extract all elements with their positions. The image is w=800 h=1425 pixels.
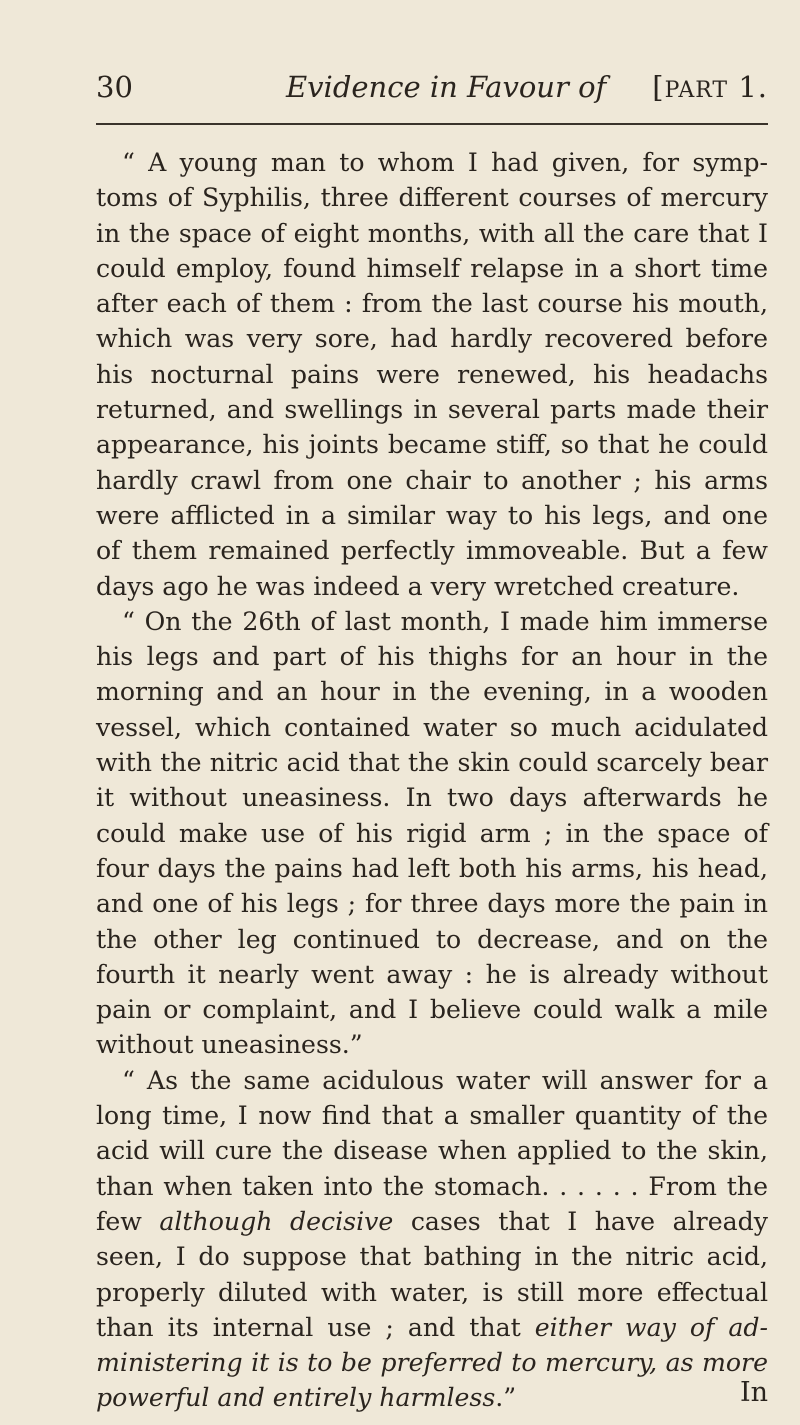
text-run: “ As the same acidulous water will answer for a long time, I now find that a smaller quantity of the acid will cure the disease when applied to the skin, than when taken into the stomach. . . . . . From the few xyxy=(96,1065,768,1236)
page-number: 30 xyxy=(96,70,133,104)
part-bracket: [ xyxy=(652,70,665,104)
text-run: .” xyxy=(495,1383,517,1413)
italic-text: although decisive xyxy=(159,1206,394,1236)
part-word: PART xyxy=(664,78,729,103)
running-title: Evidence in Favour of xyxy=(286,70,607,104)
text-run: cases that I have already seen, I do suppose that bathing in the nitric acid, properly diluted with water, is still more effectual than its internal use ; and that xyxy=(96,1206,768,1342)
text-run: “ A young man to whom I had given, for symptoms of Syphilis, three different courses of mercury in the space of eight months, with all the care that I could employ, found himself relapse in a short time after each of them : from the last course his mouth, which was very sore, had hardly recovered before his nocturnal pains were renewed, his headachs returned, and swellings in several parts made their appearance, his joints became stiff, so that he could hardly crawl from one chair to another ; his arms were afflicted in a similar way to his legs, and one of them remained perfectly immoveable. But a few days ago he was indeed a very wretched creature. xyxy=(96,148,768,601)
paragraph xyxy=(96,604,768,1063)
part-label xyxy=(652,70,768,104)
catchword: In xyxy=(739,1377,768,1408)
body-text xyxy=(96,145,768,1416)
header-rule xyxy=(96,123,768,125)
paragraph xyxy=(96,145,768,604)
text-run: “ On the 26th of last month, I made him immerse his legs and part of his thighs for an hour in the morning and an hour in the evening, in a wooden vessel, which contained water so much acidulated with the nitric acid that the skin could scarcely bear it without uneasiness. In two days afterwards he could make use of his rigid arm ; in the space of four days the pains had left both his arms, his head, and one of his legs ; for three days more the pain in the other leg continued to decrease, and on the fourth it nearly went away : he is already without pain or complaint, and I believe could walk a mile without uneasiness.” xyxy=(96,606,768,1060)
italic-text: either way of administering it is to be preferred to mercury, as more powerful and entirely harmless xyxy=(96,1312,768,1413)
part-number: 1. xyxy=(738,70,768,104)
paragraph xyxy=(96,1063,768,1416)
running-head xyxy=(96,70,768,114)
